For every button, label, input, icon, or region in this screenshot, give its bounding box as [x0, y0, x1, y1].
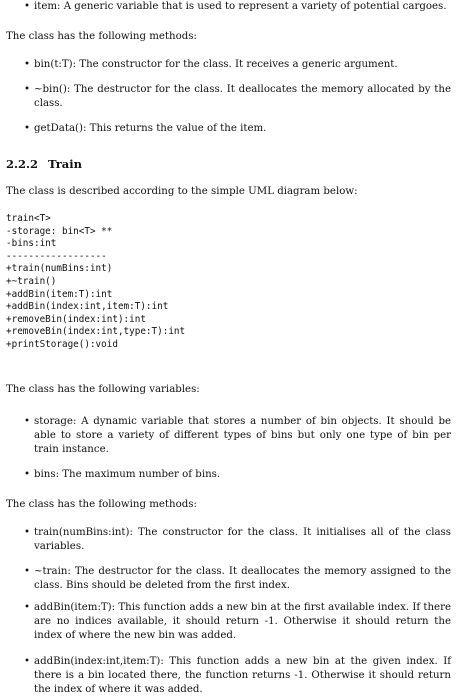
list-item-bin-constructor [6, 58, 451, 72]
uml-line: -storage: bin<T> ** [6, 225, 113, 237]
uml-line: +addBin(item:T):int [6, 288, 113, 300]
list-item-train-constructor [6, 526, 451, 554]
list-item-text: train(numBins:int): The constructor for the class. It initialises all of the class variables. [34, 527, 451, 552]
uml-line: +removeBin(index:int):int [6, 313, 146, 325]
methods-intro-train: The class has the following methods: [6, 499, 197, 510]
variables-intro: The class has the following variables: [6, 384, 200, 395]
list-item-bins [6, 468, 451, 482]
list-item-text: addBin(index:int,item:T): This function adds a new bin at the given index. If there is a bin located there, the function returns -1. Otherwise it should return the index of where it was added. [34, 656, 451, 695]
uml-line: ------------------ [6, 250, 107, 262]
section-number: 2.2.2 [6, 157, 39, 171]
bullet-icon: • [24, 1, 31, 12]
uml-line: +printStorage():void [6, 338, 118, 350]
section-title: Train [48, 157, 82, 171]
list-item-bin-destructor [6, 83, 451, 111]
section-heading [6, 157, 82, 171]
list-item-text: bin(t:T): The constructor for the class. It receives a generic argument. [34, 59, 398, 70]
bullet-icon: • [24, 602, 31, 613]
list-item-storage [6, 415, 451, 457]
bullet-icon: • [24, 84, 31, 95]
list-item-text: storage: A dynamic variable that stores a number of bin objects. It should be able to store a variety of different types of bins but only one type of bin per train instance. [34, 416, 451, 455]
list-item-text: ~train: The destructor for the class. It deallocates the memory assigned to the class. Bins should be deleted from the first index. [34, 566, 451, 591]
list-item-text: ~bin(): The destructor for the class. It deallocates the memory allocated by the class. [34, 84, 451, 109]
uml-line: -bins:int [6, 238, 57, 250]
bullet-icon: • [24, 469, 31, 480]
uml-diagram [6, 213, 185, 352]
list-item-text: bins: The maximum number of bins. [34, 469, 221, 480]
bullet-icon: • [24, 416, 31, 427]
bullet-icon: • [24, 566, 31, 577]
methods-intro-bin: The class has the following methods: [6, 31, 197, 42]
bullet-icon: • [24, 59, 31, 70]
uml-line: +train(numBins:int) [6, 263, 113, 275]
bullet-icon: • [24, 527, 31, 538]
list-item-text: item: A generic variable that is used to represent a variety of potential cargoes. [34, 1, 447, 12]
list-item-addbin-index-item [6, 655, 451, 697]
uml-line: train<T> [6, 213, 51, 224]
uml-line: +~train() [6, 275, 57, 287]
list-item-text: getData(): This returns the value of the item. [34, 123, 267, 134]
list-item-addbin-item [6, 601, 451, 643]
list-item-text: addBin(item:T): This function adds a new bin at the first available index. If there are no indices available, it should return -1. Otherwise it should return the index of where the new bin was added. [34, 602, 451, 641]
uml-line: +removeBin(index:int,type:T):int [6, 326, 186, 338]
bullet-icon: • [24, 123, 31, 134]
list-item-getdata [6, 122, 451, 136]
uml-line: +addBin(index:int,item:T):int [6, 301, 169, 313]
uml-intro: The class is described according to the simple UML diagram below: [6, 186, 358, 197]
list-item-item-variable [6, 0, 451, 14]
bullet-icon: • [24, 656, 31, 667]
list-item-train-destructor [6, 565, 451, 593]
